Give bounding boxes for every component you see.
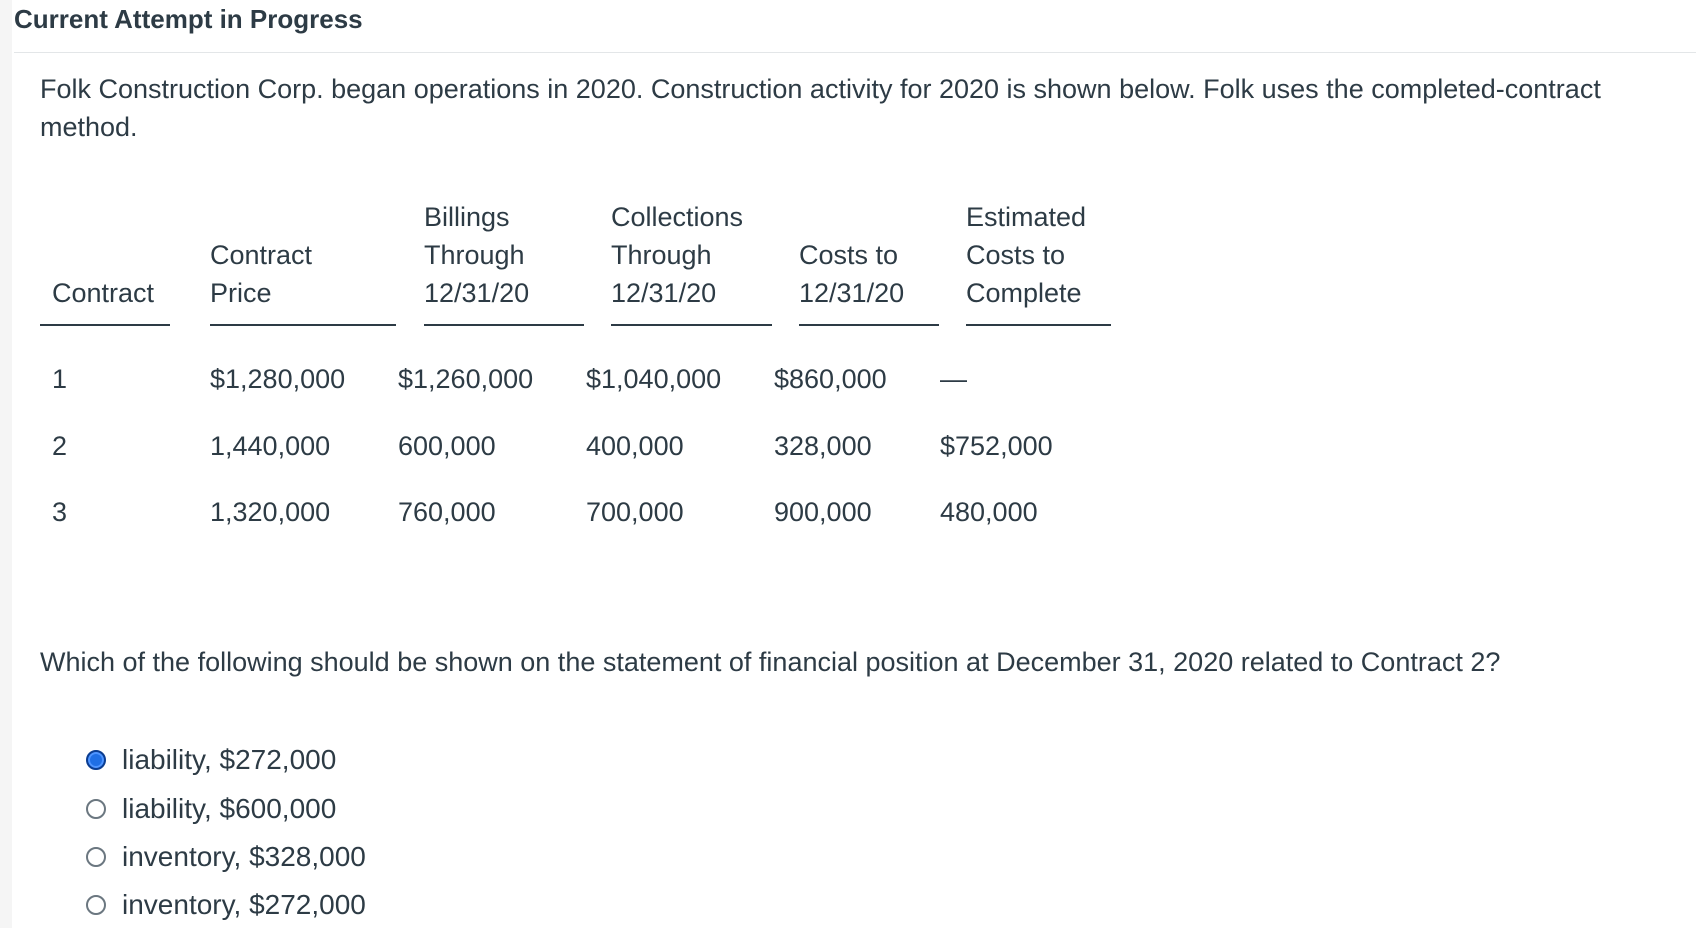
cell-billings: 760,000 [398, 497, 496, 527]
header-line: 12/31/20 [799, 278, 905, 308]
cell-price: $1,280,000 [210, 364, 346, 394]
left-gutter [0, 0, 12, 928]
header-line: Contract [52, 278, 155, 308]
cell-costs: 900,000 [774, 497, 872, 527]
header-line: Contract [210, 240, 313, 270]
cell-estimated: 480,000 [940, 497, 1038, 527]
cell-contract: 1 [52, 364, 68, 394]
cell-price: 1,320,000 [210, 497, 331, 527]
header-collections [611, 198, 772, 326]
answer-option-4[interactable] [86, 883, 366, 927]
header-line: Price [210, 278, 272, 308]
answer-label: inventory, $328,000 [122, 841, 366, 872]
construction-activity-table [40, 198, 1160, 527]
header-line: Estimated [966, 202, 1087, 232]
header-line: Through [611, 240, 712, 270]
cell-estimated: — [940, 364, 967, 394]
cell-billings: 600,000 [398, 431, 496, 461]
cell-billings: $1,260,000 [398, 364, 534, 394]
answer-option-1[interactable] [86, 738, 336, 782]
radio-button[interactable] [86, 895, 106, 915]
header-line: 12/31/20 [611, 278, 717, 308]
header-line: Collections [611, 202, 744, 232]
cell-estimated: $752,000 [940, 431, 1053, 461]
answer-label: liability, $272,000 [122, 744, 337, 775]
header-estimated-costs [966, 198, 1111, 326]
header-contract [40, 198, 170, 326]
cell-collections: 700,000 [586, 497, 684, 527]
question-text: Folk Construction Corp. began operations in 2020. Construction activity for 2020 is shown below. Folk uses the completed-contract method. [40, 74, 1601, 142]
header-line: Billings [424, 202, 510, 232]
header-billings [424, 198, 584, 326]
answer-label: inventory, $272,000 [122, 889, 366, 920]
page-header [14, 0, 1696, 53]
header-costs-to-date [799, 198, 939, 326]
answer-option-3[interactable] [86, 835, 366, 879]
header-line: Complete [966, 278, 1082, 308]
header-line: 12/31/20 [424, 278, 530, 308]
header-line: Costs to [799, 240, 899, 270]
radio-button-selected[interactable] [86, 750, 106, 770]
radio-button[interactable] [86, 799, 106, 819]
cell-collections: 400,000 [586, 431, 684, 461]
answer-label: liability, $600,000 [122, 793, 337, 824]
cell-contract: 3 [52, 497, 68, 527]
cell-costs: 328,000 [774, 431, 872, 461]
cell-price: 1,440,000 [210, 431, 331, 461]
cell-costs: $860,000 [774, 364, 887, 394]
header-line: Costs to [966, 240, 1066, 270]
radio-button[interactable] [86, 847, 106, 867]
answer-option-2[interactable] [86, 787, 336, 831]
question-prompt: Which of the following should be shown on the statement of financial position at December 31, 2020 related to Contract 2? [40, 647, 1501, 677]
header-line: Through [424, 240, 525, 270]
cell-collections: $1,040,000 [586, 364, 722, 394]
page-title: Current Attempt in Progress [14, 4, 363, 34]
header-contract-price [210, 198, 396, 326]
cell-contract: 2 [52, 431, 68, 461]
